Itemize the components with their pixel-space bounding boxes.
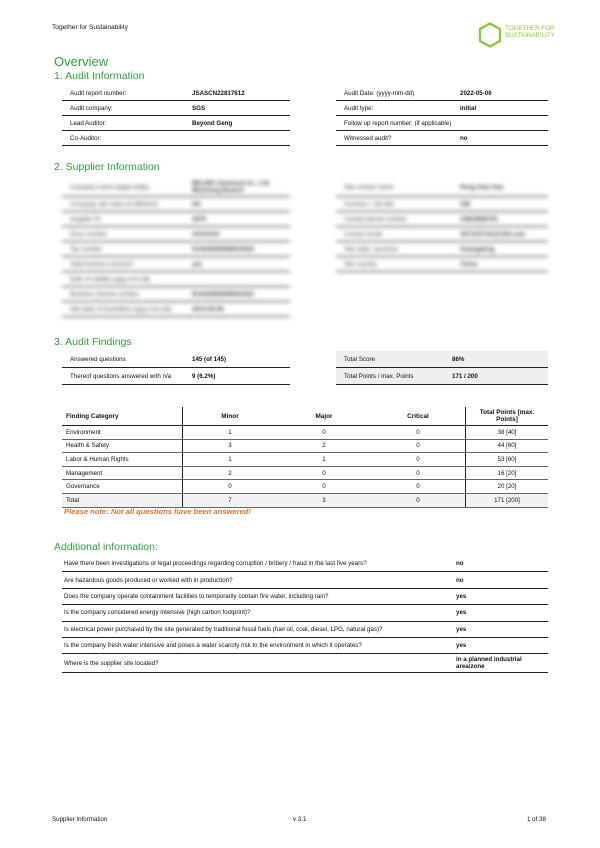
- critical-cell: 0: [371, 439, 466, 453]
- table-row: [336, 242, 548, 257]
- supplier-information-title: 2. Supplier Information: [54, 161, 160, 173]
- category-cell: Management: [62, 466, 183, 480]
- answer-cell: no: [454, 572, 548, 588]
- table-row: [62, 605, 548, 621]
- answer-cell: yes: [454, 588, 548, 604]
- column-header: Finding Category: [62, 407, 183, 426]
- footer-section-name: Supplier Information: [52, 816, 108, 823]
- table-row: [62, 466, 548, 480]
- field-label: Valid business license?: [62, 257, 184, 272]
- footer-version: v 3.1: [293, 816, 307, 823]
- field-label: Audit company:: [62, 101, 184, 116]
- field-label: Total Score: [336, 351, 444, 368]
- field-value: 1871237141@163.com: [452, 227, 548, 242]
- field-label: Contact email: [336, 227, 452, 242]
- field-label: Follow up report number: (if applicable): [336, 116, 452, 131]
- supplier-info-left-table: [62, 178, 290, 317]
- table-row: [62, 86, 290, 101]
- major-cell: 2: [277, 439, 371, 453]
- major-cell: 1: [277, 453, 371, 467]
- column-header: Minor: [183, 407, 278, 426]
- table-row: [62, 197, 290, 212]
- field-value: China: [452, 257, 548, 272]
- category-cell: Total: [62, 493, 183, 507]
- table-row: [62, 351, 290, 368]
- major-cell: 0: [277, 466, 371, 480]
- field-value: 2022-05-06: [452, 86, 548, 101]
- minor-cell: 0: [183, 480, 278, 494]
- document-header-title: Together for Sustainability: [52, 24, 128, 31]
- audit-findings-title: 3. Audit Findings: [54, 336, 132, 348]
- field-label: Thereof questions answered with n/a: [62, 368, 184, 385]
- field-label: Date of validity (yyyy-mm-dd): [62, 272, 184, 287]
- table-row: [336, 178, 548, 197]
- table-row: [62, 439, 548, 453]
- field-label: Co-Auditor:: [62, 131, 184, 146]
- category-cell: Environment: [62, 426, 183, 440]
- answer-cell: yes: [454, 621, 548, 637]
- table-row: [62, 480, 548, 494]
- table-row: [336, 351, 548, 368]
- table-row: [62, 131, 290, 146]
- category-cell: Labor & Human Rights: [62, 453, 183, 467]
- column-header: Major: [277, 407, 371, 426]
- field-value: ########: [184, 227, 290, 242]
- tfs-logo: [478, 22, 558, 48]
- field-value: JSASCN22817612: [184, 86, 290, 101]
- table-row: [62, 242, 290, 257]
- minor-cell: 1: [183, 426, 278, 440]
- critical-cell: 0: [371, 466, 466, 480]
- field-label: Lead Auditor:: [62, 116, 184, 131]
- field-value: yes: [184, 257, 290, 272]
- field-label: Contact phone number: [336, 212, 452, 227]
- table-row: [62, 101, 290, 116]
- field-label: Supplier ID: [62, 212, 184, 227]
- field-label: Site contact name: [336, 178, 452, 197]
- field-label: Site country: [336, 257, 452, 272]
- field-label: Witnessed audit?: [336, 131, 452, 146]
- field-value: Beyond Geng: [184, 116, 290, 131]
- points-cell: 171 [200]: [466, 493, 549, 507]
- audit-info-left-table: [62, 86, 290, 146]
- hexagon-logo-icon: [478, 22, 502, 48]
- field-label: Business license number: [62, 287, 184, 302]
- table-header-row: [62, 407, 548, 426]
- field-value: NA: [184, 197, 290, 212]
- table-row: [336, 197, 548, 212]
- major-cell: 3: [277, 493, 371, 507]
- category-cell: Health & Safety: [62, 439, 183, 453]
- field-value: 914420000596541924: [184, 242, 290, 257]
- critical-cell: 0: [371, 493, 466, 507]
- findings-summary-left: [62, 351, 290, 385]
- column-header: Critical: [371, 407, 466, 426]
- points-cell: 53 [60]: [466, 453, 549, 467]
- overview-title: Overview: [54, 54, 109, 69]
- field-label: Duns number: [62, 227, 184, 242]
- points-cell: 20 [20]: [466, 480, 549, 494]
- footer-page-number: 1 of 38: [527, 816, 546, 823]
- field-value: Guangdong: [452, 242, 548, 257]
- question-cell: Have there been investigations or legal proceedings regarding corruption / bribery / fraud in the last five years?: [62, 556, 454, 572]
- field-value: 2879: [184, 212, 290, 227]
- question-cell: Does the company operate containment facilities to temporarily contain fire water, including rain?: [62, 588, 454, 604]
- logo-text-line-1: TOGETHER FOR: [505, 25, 555, 32]
- unanswered-warning-note: Please note: Not all questions have been answered!: [64, 507, 251, 516]
- field-value: initial: [452, 101, 548, 116]
- audit-information-title: 1. Audit Information: [54, 70, 145, 82]
- answer-cell: yes: [454, 605, 548, 621]
- field-value: 13824856791: [452, 212, 548, 227]
- field-label: Total Points / max. Points: [336, 368, 444, 385]
- minor-cell: 1: [183, 453, 278, 467]
- table-total-row: [62, 493, 548, 507]
- field-value: [452, 116, 548, 131]
- table-row: [62, 426, 548, 440]
- question-cell: Is the company considered energy intensive (high carbon footprint)?: [62, 605, 454, 621]
- field-label: Company site name (if different): [62, 197, 184, 212]
- field-label: Site state / province: [336, 242, 452, 257]
- field-value: 2012-06-06: [184, 302, 290, 317]
- field-label: Audit type:: [336, 101, 452, 116]
- answer-cell: yes: [454, 637, 548, 653]
- logo-text: [505, 25, 555, 39]
- additional-information-table: [62, 556, 548, 673]
- field-label: Audit report number:: [62, 86, 184, 101]
- table-row: [62, 287, 290, 302]
- findings-summary-right: [336, 351, 548, 385]
- table-row: [336, 257, 548, 272]
- supplier-info-right-table: [336, 178, 548, 272]
- table-row: [336, 368, 548, 385]
- critical-cell: 0: [371, 453, 466, 467]
- table-row: [336, 86, 548, 101]
- table-row: [336, 101, 548, 116]
- question-cell: Are hazardous goods produced or worked with in production?: [62, 572, 454, 588]
- points-cell: 16 [20]: [466, 466, 549, 480]
- minor-cell: 2: [183, 466, 278, 480]
- field-value: 145 (of 145): [184, 351, 290, 368]
- table-row: [62, 453, 548, 467]
- question-cell: Is the company fresh water intensive and poses a water scarcity risk to the environment in which it operates?: [62, 637, 454, 653]
- critical-cell: 0: [371, 426, 466, 440]
- field-label: Company name (legal entity): [62, 178, 184, 197]
- points-cell: 44 [60]: [466, 439, 549, 453]
- table-row: [62, 368, 290, 385]
- table-row: [336, 131, 548, 146]
- field-value: GM: [452, 197, 548, 212]
- question-cell: Is electrical power purchased by the site generated by traditional fossil fuels (fuel oil, coal, diesel, LPG, natural gas)?: [62, 621, 454, 637]
- column-header: Total Points [max. Points]: [466, 407, 549, 426]
- field-label: Tax number: [62, 242, 184, 257]
- table-row: [62, 637, 548, 653]
- table-row: [62, 572, 548, 588]
- category-cell: Governance: [62, 480, 183, 494]
- table-row: [62, 621, 548, 637]
- findings-category-table: [62, 407, 548, 508]
- table-row: [62, 212, 290, 227]
- field-value: [184, 272, 290, 287]
- field-value: [184, 131, 290, 146]
- table-row: [336, 212, 548, 227]
- answer-cell: in a planned industrial area/zone: [454, 654, 548, 673]
- field-label: Audit Date: (yyyy-mm-dd): [336, 86, 452, 101]
- field-value: SGS: [184, 101, 290, 116]
- field-value: 9 (6.2%): [184, 368, 290, 385]
- critical-cell: 0: [371, 480, 466, 494]
- additional-information-title: Additional information:: [54, 541, 158, 553]
- field-label: Answered questions: [62, 351, 184, 368]
- field-value: 86%: [444, 351, 548, 368]
- minor-cell: 3: [183, 439, 278, 453]
- table-row: [336, 227, 548, 242]
- field-value: Peng Xiao Gan: [452, 178, 548, 197]
- answer-cell: no: [454, 556, 548, 572]
- table-row: [62, 272, 290, 287]
- field-label: Site date of foundation (yyyy-mm-dd): [62, 302, 184, 317]
- logo-text-line-2: SUSTAINABILITY: [505, 32, 555, 40]
- minor-cell: 7: [183, 493, 278, 507]
- table-row: [62, 654, 548, 673]
- table-row: [336, 116, 548, 131]
- field-value: BELIKE Chemical Co., Ltd. Minzhong Branch: [184, 178, 290, 197]
- table-row: [62, 556, 548, 572]
- field-value: 171 / 200: [444, 368, 548, 385]
- table-row: [62, 257, 290, 272]
- table-row: [62, 302, 290, 317]
- major-cell: 0: [277, 480, 371, 494]
- field-value: no: [452, 131, 548, 146]
- major-cell: 0: [277, 426, 371, 440]
- audit-info-right-table: [336, 86, 548, 146]
- field-label: Function / Job title: [336, 197, 452, 212]
- table-row: [62, 116, 290, 131]
- field-value: 914420000596541924: [184, 287, 290, 302]
- table-row: [62, 227, 290, 242]
- question-cell: Where is the supplier site located?: [62, 654, 454, 673]
- table-row: [62, 178, 290, 197]
- points-cell: 38 [40]: [466, 426, 549, 440]
- table-row: [62, 588, 548, 604]
